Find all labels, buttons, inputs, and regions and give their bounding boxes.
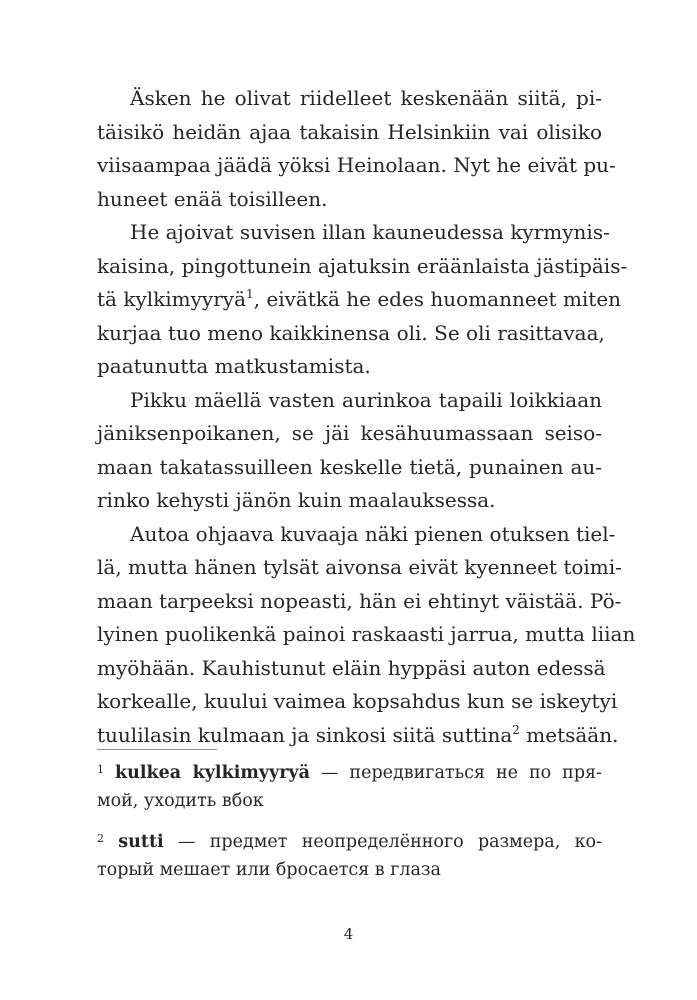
footnote-text: — передвигаться не по пря- bbox=[309, 763, 602, 783]
footnote-1 bbox=[97, 760, 602, 815]
text-segment: tä kylkimyyryä bbox=[97, 287, 246, 311]
text-line: täisikö heidän ajaa takaisin Helsinkiin vai olisiko bbox=[97, 119, 602, 144]
paragraph-4 bbox=[97, 518, 636, 753]
footnote-number: 2 bbox=[97, 832, 104, 845]
paragraph-3 bbox=[97, 384, 602, 518]
text-line: viisaampaa jäädä yöksi Heinolaan. Nyt he eivät pu- bbox=[97, 153, 616, 177]
footnote-text: — предмет неопределённого размера, ко- bbox=[163, 832, 602, 852]
text-line: maan takatassuilleen keskelle tietä, punainen au- bbox=[97, 454, 602, 479]
text-line: kurjaa tuo meno kaikkinensa oli. Se oli rasittavaa, bbox=[97, 320, 605, 345]
text-segment: , eivätkä he edes huomanneet miten bbox=[253, 287, 622, 311]
text-line: korkealle, kuului vaimea kopsahdus kun se iskeytyi bbox=[97, 689, 618, 713]
footnote-line: мой, уходить вбок bbox=[97, 790, 264, 811]
footnote-number: 1 bbox=[97, 763, 104, 776]
footnote-ref-1[interactable]: 1 bbox=[246, 287, 254, 301]
footnote-2 bbox=[97, 829, 602, 884]
text-line: Äsken he olivat riidelleet keskenään siitä, pi- bbox=[130, 86, 602, 110]
text-line: paatunutta matkustamista. bbox=[97, 354, 371, 378]
paragraph-2 bbox=[97, 216, 628, 384]
text-line: lyinen puolikenkä painoi raskaasti jarrua, mutta liian bbox=[97, 622, 636, 646]
text-line: myöhään. Kauhistunut eläin hyppäsi auton edessä bbox=[97, 655, 606, 680]
text-line: lä, mutta hänen tylsät aivonsa eivät kyenneet toimi- bbox=[97, 555, 622, 579]
footnote-ref-2[interactable]: 2 bbox=[512, 722, 520, 737]
text-line bbox=[97, 283, 622, 317]
footnote-divider bbox=[97, 749, 217, 750]
footnote-term: sutti bbox=[118, 832, 164, 852]
text-segment: tuulilasin kulmaan ja sinkosi siitä suttina bbox=[97, 722, 513, 747]
footnote-line bbox=[97, 760, 602, 788]
page-number: 4 bbox=[343, 925, 354, 943]
text-line: Autoa ohjaava kuvaaja näki pienen otuksen tiel- bbox=[130, 521, 616, 546]
footnote-term: kulkea kylkimyyryä bbox=[115, 763, 310, 783]
text-line: He ajoivat suvisen illan kauneudessa kyrmynis- bbox=[130, 220, 610, 244]
text-line: rinko kehysti jänön kuin maalauksessa. bbox=[97, 488, 496, 512]
main-text bbox=[97, 82, 636, 752]
text-line: kaisina, pingottunein ajatuksin eräänlaista jästipäis- bbox=[97, 253, 628, 278]
footnote-line: торый мешает или бросается в глаза bbox=[97, 859, 441, 880]
text-line bbox=[97, 719, 619, 753]
text-line: jäniksenpoikanen, se jäi kesähuumassaan seiso- bbox=[97, 421, 602, 445]
footnote-line bbox=[97, 829, 602, 857]
text-segment: metsään. bbox=[519, 722, 619, 747]
text-line: maan tarpeeksi nopeasti, hän ei ehtinyt väistää. Pö- bbox=[97, 588, 622, 613]
paragraph-1 bbox=[97, 82, 616, 216]
footnotes bbox=[97, 760, 602, 898]
text-line: huneet enää toisilleen. bbox=[97, 186, 328, 211]
text-line: Pikku mäellä vasten aurinkoa tapaili loikkiaan bbox=[130, 387, 602, 412]
